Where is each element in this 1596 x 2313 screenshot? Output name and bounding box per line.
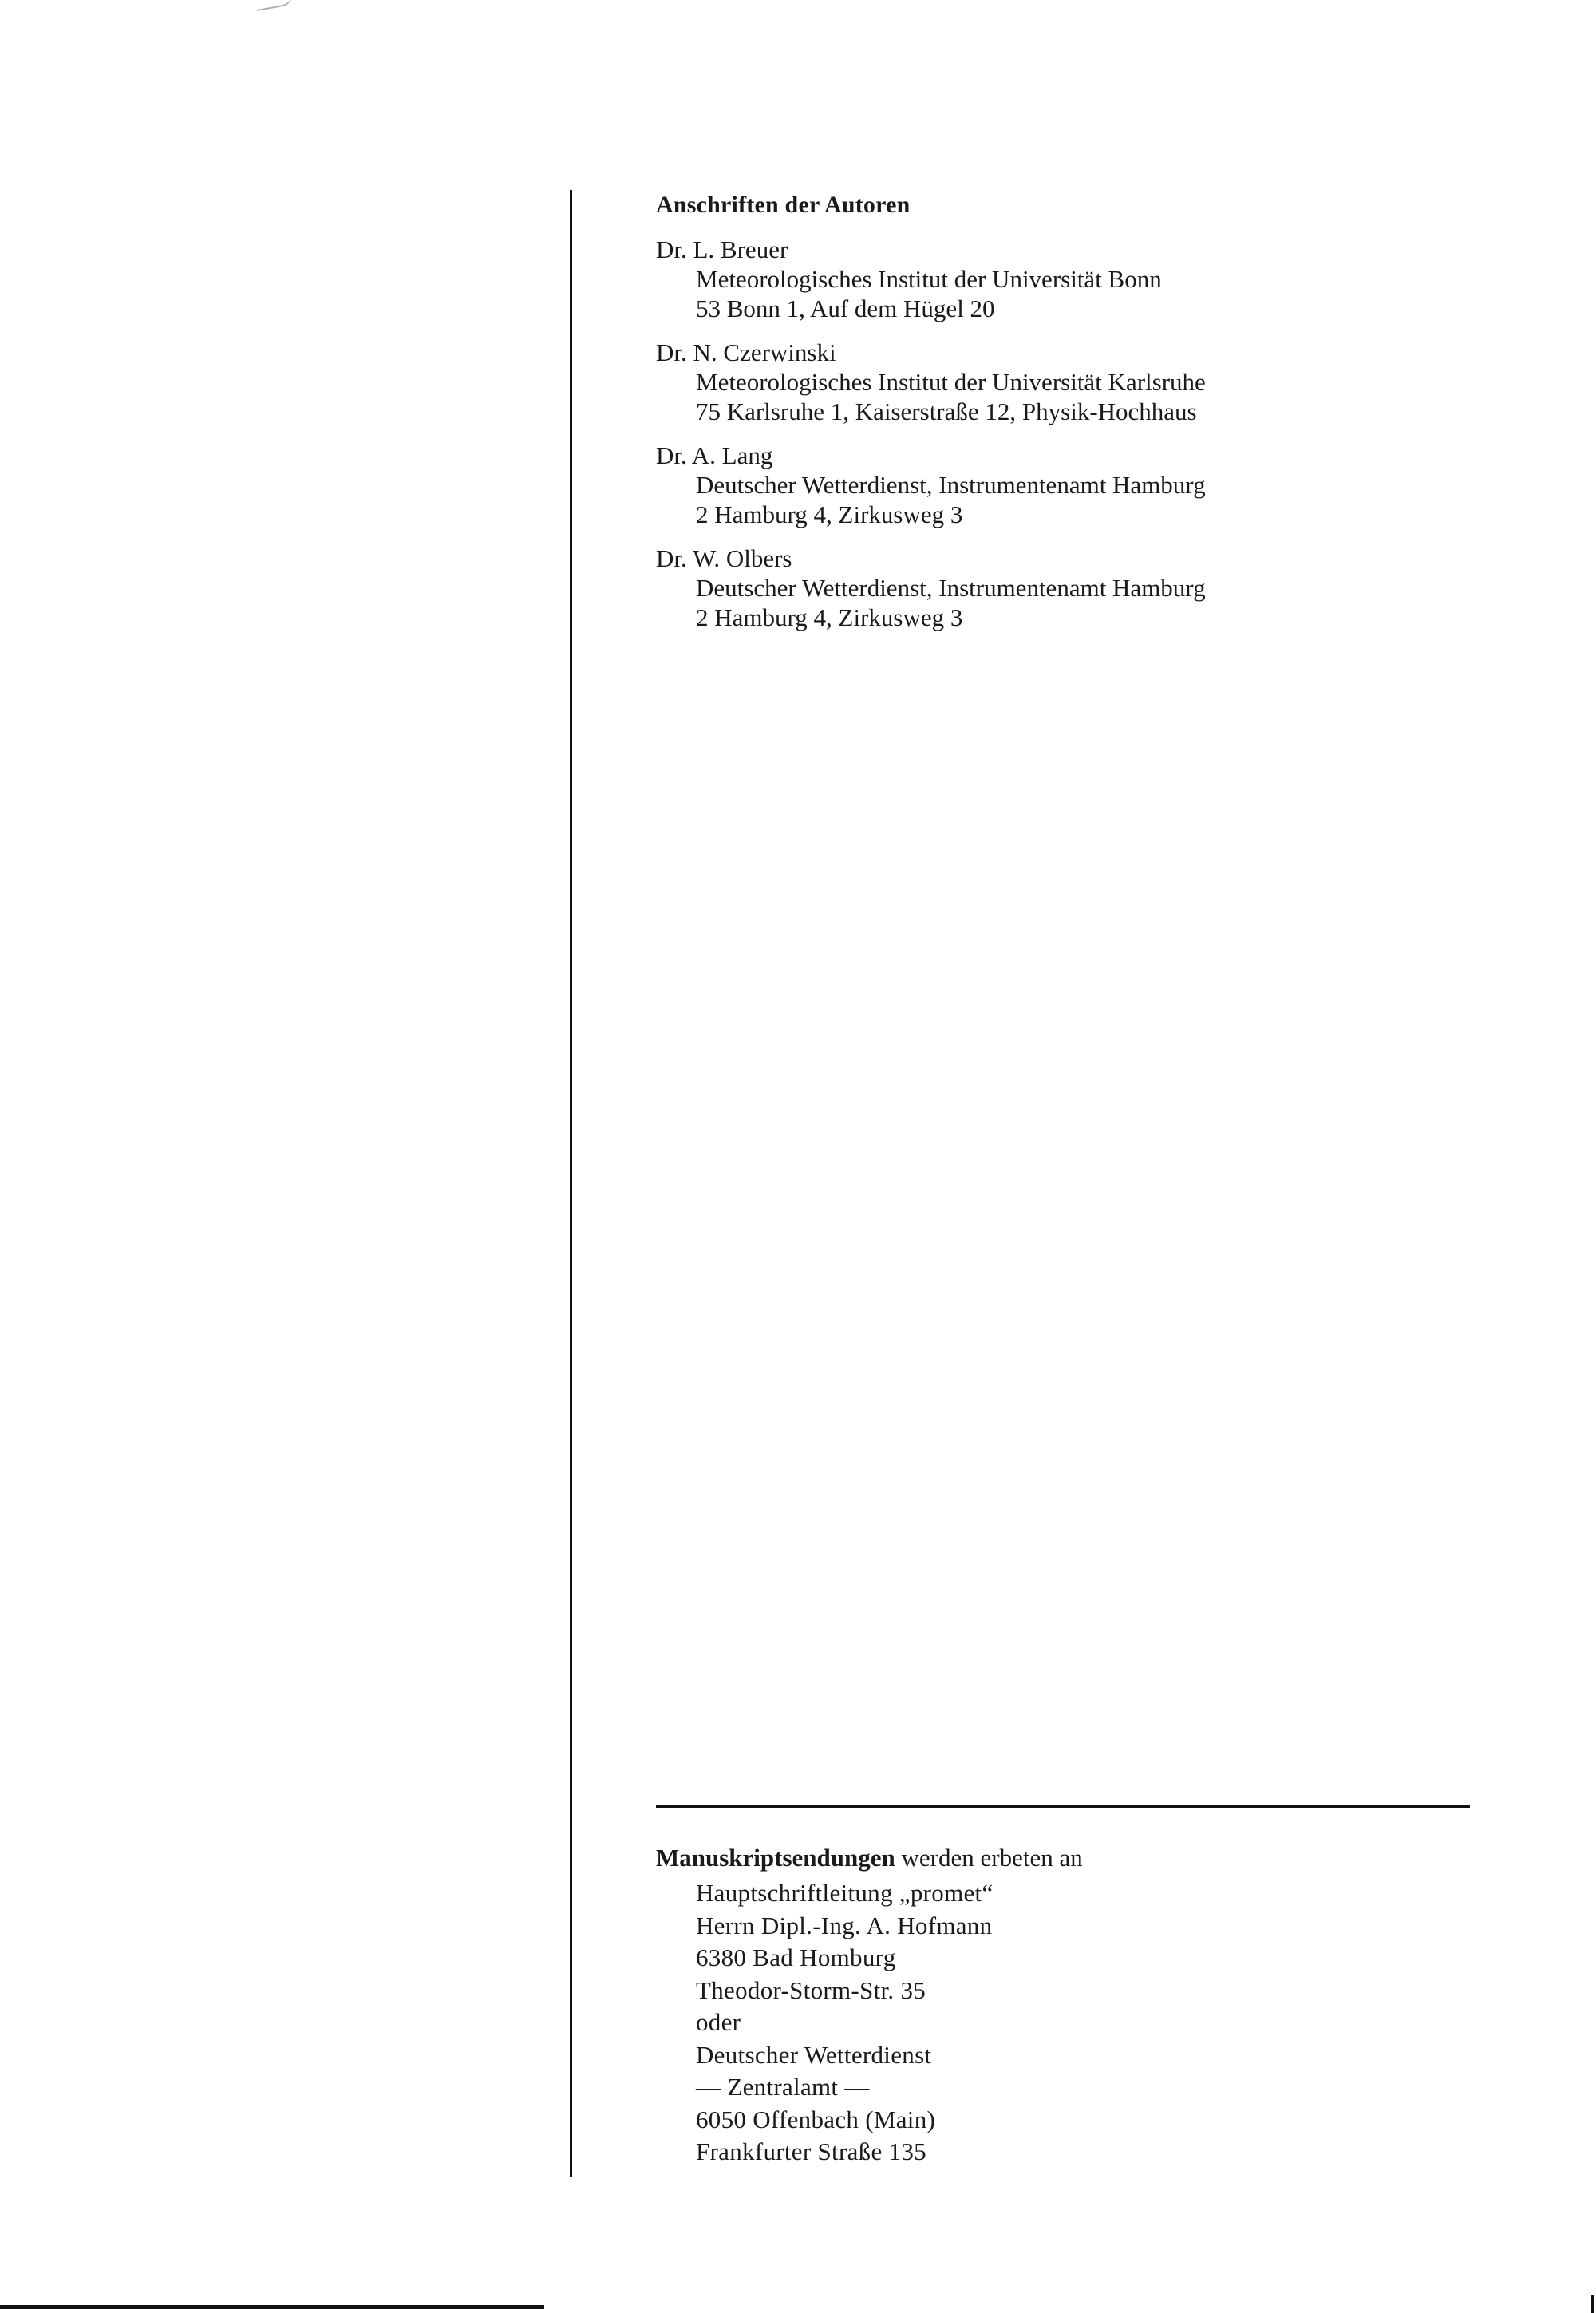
address-line: Frankfurter Straße 135 <box>696 2137 926 2165</box>
address-line: 6050 Offenbach (Main) <box>696 2105 936 2133</box>
address-line: Deutscher Wetterdienst <box>696 2040 932 2069</box>
author-name: Dr. N. Czerwinski <box>656 338 836 366</box>
address-line: Herrn Dipl.-Ing. A. Hofmann <box>696 1911 993 1939</box>
address-line: oder <box>696 2008 741 2036</box>
scan-corner-mark <box>255 0 294 11</box>
section-divider <box>656 1805 1470 1808</box>
vertical-rule <box>570 190 572 2177</box>
author-name: Dr. A. Lang <box>656 441 773 469</box>
author-name: Dr. L. Breuer <box>656 235 788 263</box>
bottom-right-tick <box>1591 2295 1594 2313</box>
address-line: Hauptschriftleitung „promet“ <box>696 1879 994 1907</box>
author-entry <box>656 441 1534 529</box>
author-institute: Deutscher Wetterdienst, Instrumentenamt Hamburg <box>696 471 1206 499</box>
author-address: 2 Hamburg 4, Zirkusweg 3 <box>696 603 963 631</box>
author-address: 2 Hamburg 4, Zirkusweg 3 <box>696 500 963 528</box>
manuscripts-intro <box>656 1841 1534 1876</box>
author-institute: Deutscher Wetterdienst, Instrumentenamt Hamburg <box>696 574 1206 602</box>
address-line: Theodor-Storm-Str. 35 <box>696 1975 926 2004</box>
author-entry <box>656 338 1534 426</box>
manuscripts-intro-bold: Manuskriptsendungen <box>656 1844 895 1872</box>
address-line: 6380 Bad Homburg <box>696 1943 896 1971</box>
address-line: — Zentralamt — <box>696 2073 870 2101</box>
author-address: 53 Bonn 1, Auf dem Hügel 20 <box>696 295 995 322</box>
bottom-edge-rule <box>0 2305 544 2309</box>
author-address: 75 Karlsruhe 1, Kaiserstraße 12, Physik-Hochhaus <box>696 397 1197 425</box>
author-entry <box>656 235 1534 323</box>
author-institute: Meteorologisches Institut der Universität Bonn <box>696 265 1162 293</box>
authors-heading: Anschriften der Autoren <box>656 192 911 218</box>
author-institute: Meteorologisches Institut der Universität Karlsruhe <box>696 368 1206 396</box>
author-entry <box>656 544 1534 632</box>
manuscripts-intro-rest: werden erbeten an <box>895 1844 1083 1872</box>
authors-section <box>656 188 1534 646</box>
author-name: Dr. W. Olbers <box>656 544 792 572</box>
manuscripts-section <box>656 1841 1534 2169</box>
